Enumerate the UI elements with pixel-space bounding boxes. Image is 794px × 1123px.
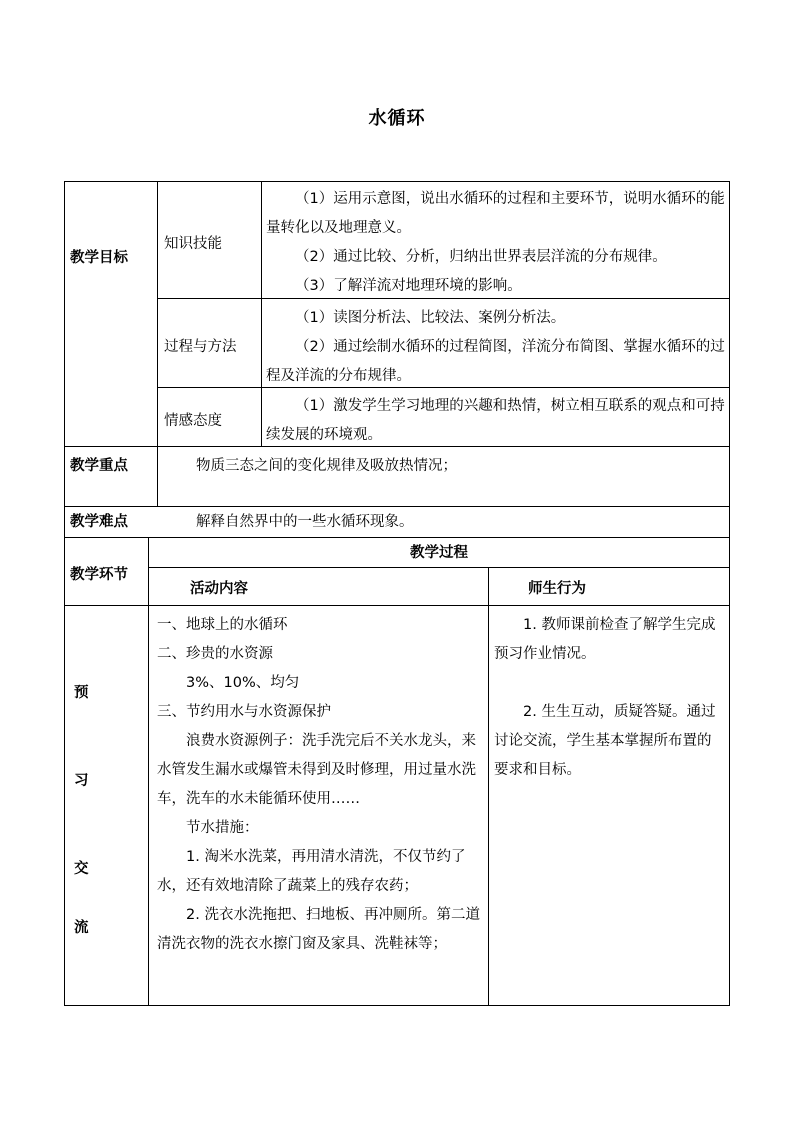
stage-char-2: 习 <box>74 773 89 789</box>
knowledge-line-3: （3）了解洋流对地理环境的影响。 <box>295 278 522 294</box>
knowledge-content <box>266 185 726 301</box>
process-header: 教学过程 <box>410 545 468 561</box>
activity-line-6: 节水措施： <box>186 820 259 836</box>
activity-content <box>157 611 483 959</box>
activity-header: 活动内容 <box>190 581 248 597</box>
emotion-line-1: （1）激发学生学习地理的兴趣和热情，树立相互联系的观点和可持续发展的环境观。 <box>266 398 725 443</box>
rule-sublabel-right <box>261 181 262 446</box>
teacher-header: 师生行为 <box>528 581 586 597</box>
activity-line-3: 3%、10%、均匀 <box>186 675 300 691</box>
stage-char-1: 预 <box>74 685 89 701</box>
rule-difficulty-bottom <box>64 537 730 538</box>
process-line-1: （1）读图分析法、比较法、案例分析法。 <box>295 310 566 326</box>
activity-line-2: 二、珍贵的水资源 <box>157 646 273 662</box>
stage-char-4: 流 <box>74 920 89 936</box>
knowledge-label: 知识技能 <box>164 236 222 252</box>
teacher-line-2: 2. 生生互动，质疑答疑。通过讨论交流，学生基本掌握所布置的要求和目标。 <box>494 704 716 778</box>
emotion-label: 情感态度 <box>164 413 222 429</box>
activity-line-8: 2. 洗衣水洗拖把、扫地板、再冲厕所。第二道清洗衣物的洗衣水擦门窗及家具、洗鞋袜等； <box>157 907 480 952</box>
rule-activity-right <box>488 567 489 1006</box>
key-point-label: 教学重点 <box>70 458 128 474</box>
rule-keypoint-bottom <box>64 506 730 507</box>
activity-line-5: 浪费水资源例子：洗手洗完后不关水龙头，来水管发生漏水或爆管未得到及时修理，用过量水洗车，洗车的水未能循环使用…… <box>157 733 476 807</box>
document-title: 水循环 <box>368 108 426 129</box>
knowledge-line-2: （2）通过比较、分析，归纳出世界表层洋流的分布规律。 <box>295 249 667 265</box>
rule-stage-right <box>148 537 149 1006</box>
activity-line-4: 三、节约用水与水资源保护 <box>157 704 331 720</box>
key-point-text: 物质三态之间的变化规律及吸放热情况； <box>196 458 457 474</box>
process-label: 过程与方法 <box>164 339 237 355</box>
teacher-line-1: 1. 教师课前检查了解学生完成预习作业情况。 <box>494 617 716 662</box>
objectives-label: 教学目标 <box>70 250 128 266</box>
activity-line-1: 一、地球上的水循环 <box>157 617 288 633</box>
difficulty-text: 解释自然界中的一些水循环现象。 <box>196 514 414 530</box>
stage-char-3: 交 <box>74 861 89 877</box>
rule-subheader-bottom <box>64 605 730 606</box>
rule-objectives-label-right <box>157 181 158 506</box>
teacher-content <box>494 611 724 785</box>
knowledge-line-1: （1）运用示意图，说出水循环的过程和主要环节，说明水循环的能量转化以及地理意义。 <box>266 191 725 236</box>
difficulty-label: 教学难点 <box>70 514 128 530</box>
stage-header: 教学环节 <box>70 567 128 583</box>
process-line-2: （2）通过绘制水循环的过程简图，洋流分布简图、掌握水循环的过程及洋流的分布规律。 <box>266 339 725 384</box>
activity-line-7: 1. 淘米水洗菜，再用清水清洗，不仅节约了水，还有效地清除了蔬菜上的残存农药； <box>157 849 466 894</box>
emotion-content <box>266 392 726 450</box>
process-content <box>266 304 726 391</box>
